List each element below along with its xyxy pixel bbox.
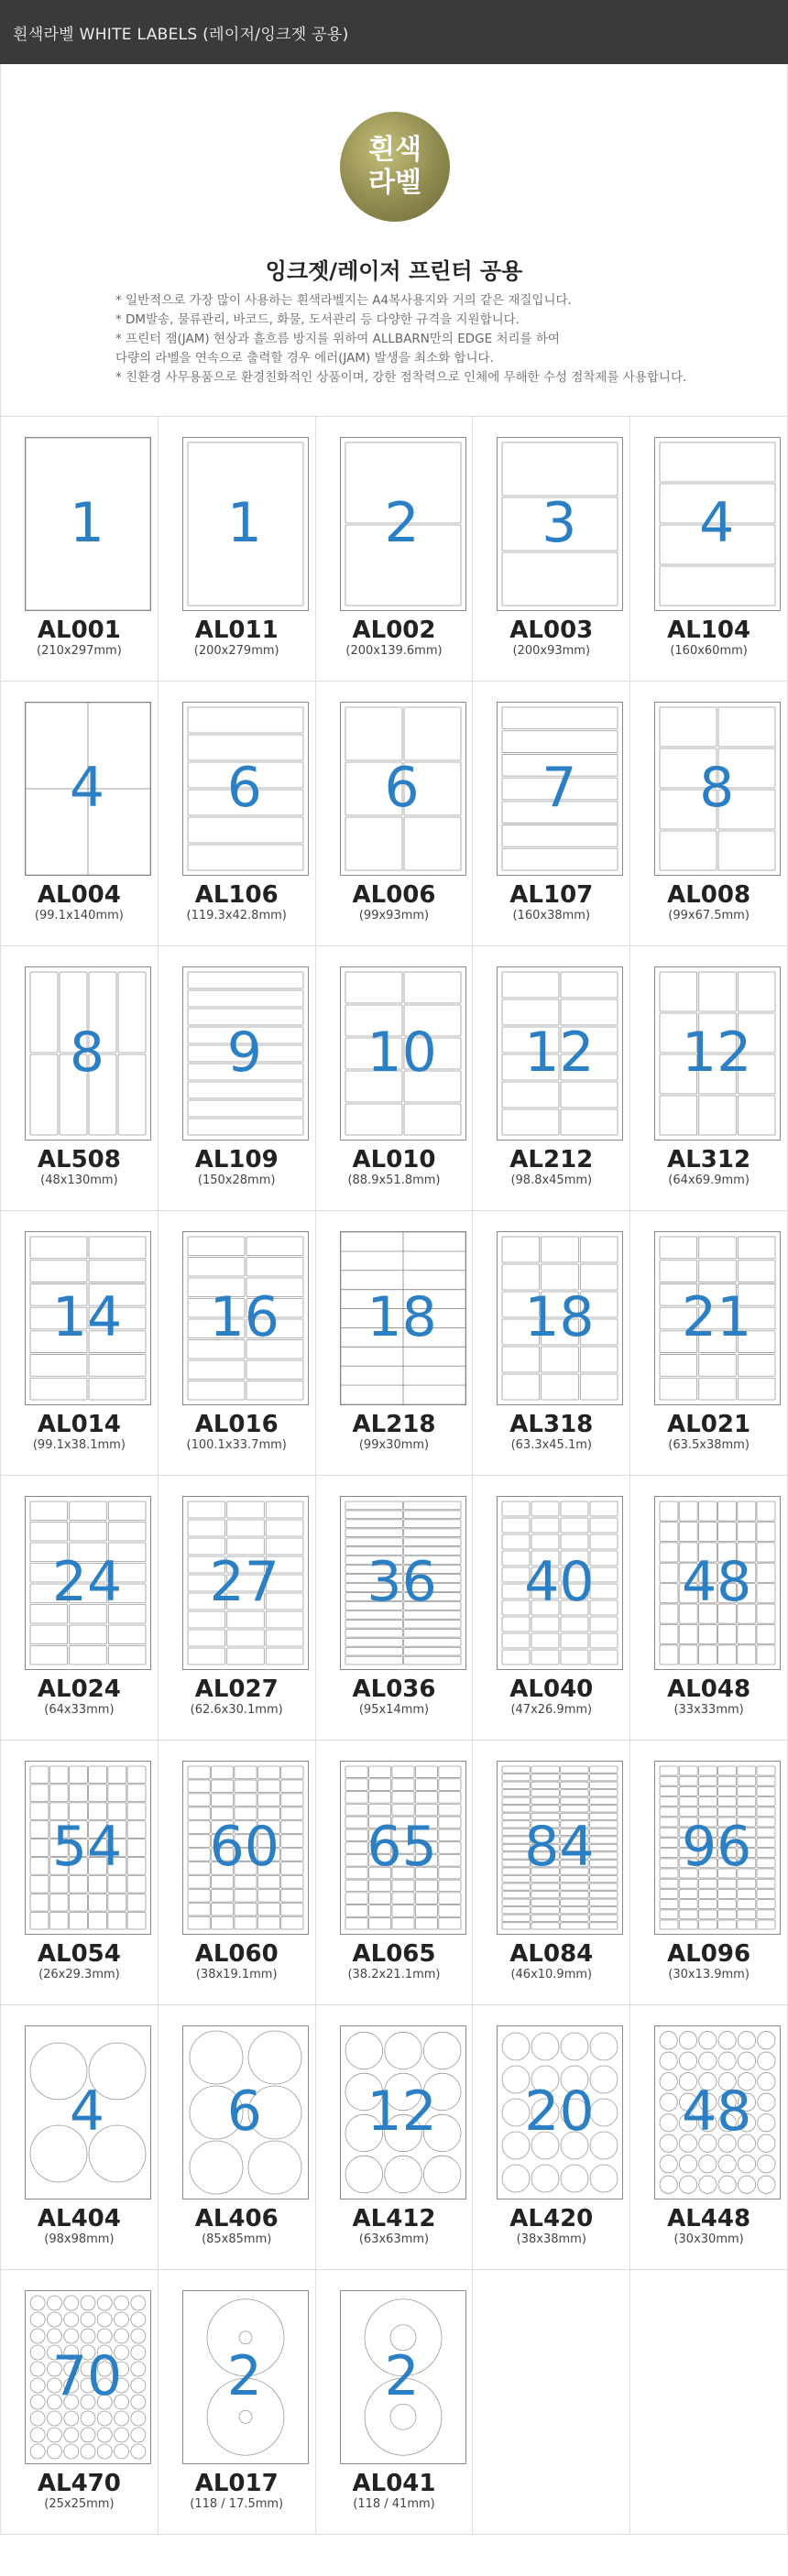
label-count-number: 70 — [51, 2344, 123, 2408]
label-count-number: 12 — [682, 1021, 752, 1085]
label-count-number: 54 — [51, 1815, 123, 1879]
label-size-spec: (95x14mm) — [358, 1703, 430, 1717]
label-product-card[interactable] — [630, 417, 788, 682]
label-count-number: 24 — [51, 1550, 123, 1614]
label-count-number: 4 — [699, 491, 735, 555]
label-product-code: AL041 — [352, 2470, 436, 2497]
label-count-number: 4 — [69, 756, 105, 820]
label-size-spec: (160x38mm) — [512, 909, 591, 922]
label-count-number: 21 — [682, 1285, 752, 1349]
label-count-number: 2 — [384, 491, 420, 555]
badge-line-1: 흰색 — [368, 134, 421, 166]
label-count-number: 18 — [524, 1285, 595, 1349]
label-count-number: 84 — [524, 1815, 595, 1879]
label-product-code: AL003 — [509, 617, 594, 644]
label-product-card[interactable] — [316, 946, 474, 1211]
label-product-code: AL024 — [37, 1675, 121, 1703]
label-product-card[interactable] — [316, 1476, 474, 1741]
label-product-code: AL040 — [509, 1675, 594, 1703]
label-count-number: 4 — [69, 2079, 105, 2144]
label-count-number: 3 — [542, 491, 577, 555]
note-item: * 친환경 사무용품으로 환경친화적인 상품이며, 강한 점착력으로 인체에 무해한 수성 점착제를 사용합니다. — [115, 370, 687, 385]
label-count-number: 18 — [367, 1285, 437, 1349]
empty-grid-cell — [473, 2270, 630, 2535]
label-product-card[interactable] — [159, 946, 316, 1211]
label-product-code: AL084 — [509, 1940, 594, 1968]
label-count-number: 27 — [209, 1550, 279, 1614]
label-product-card[interactable] — [316, 682, 474, 946]
label-product-code: AL001 — [37, 617, 121, 644]
label-product-code: AL312 — [667, 1146, 751, 1173]
label-product-code: AL412 — [352, 2205, 436, 2232]
label-size-spec: (99x93mm) — [358, 909, 430, 922]
label-size-spec: (33x33mm) — [673, 1703, 744, 1717]
white-label-badge — [340, 112, 450, 222]
label-product-card[interactable] — [316, 2005, 474, 2270]
label-product-card[interactable] — [1, 682, 159, 946]
label-product-code: AL027 — [194, 1675, 279, 1703]
label-product-card[interactable] — [473, 1211, 630, 1476]
intro-notes — [115, 291, 686, 387]
label-product-code: AL017 — [194, 2470, 279, 2497]
label-size-spec: (200x279mm) — [193, 644, 279, 658]
label-product-card[interactable] — [316, 1211, 474, 1476]
label-size-spec: (99x30mm) — [358, 1438, 430, 1452]
label-product-card[interactable] — [1, 2005, 159, 2270]
label-size-spec: (48x130mm) — [40, 1173, 118, 1187]
intro-subtitle: 잉크젯/레이저 프린터 공용 — [265, 258, 523, 284]
label-count-number: 10 — [367, 1021, 437, 1085]
note-item: * 프린터 잼(JAM) 현상과 흘흐름 방지를 위하여 ALLBARN만의 EDGE 처리를 하여 — [115, 332, 560, 346]
label-size-spec: (100.1x33.7mm) — [186, 1438, 287, 1452]
label-count-number: 2 — [384, 2344, 420, 2408]
label-product-card[interactable] — [473, 682, 630, 946]
intro-section — [0, 64, 788, 416]
label-product-code: AL010 — [352, 1146, 436, 1173]
label-count-number: 14 — [51, 1285, 123, 1349]
label-product-code: AL014 — [37, 1411, 121, 1438]
label-count-number: 6 — [226, 2079, 262, 2144]
label-product-code: AL021 — [667, 1411, 751, 1438]
label-product-code: AL002 — [352, 617, 436, 644]
label-product-code: AL218 — [352, 1411, 436, 1438]
label-product-code: AL016 — [194, 1411, 279, 1438]
label-size-spec: (38.2x21.1mm) — [347, 1968, 441, 1981]
label-size-spec: (30x13.9mm) — [668, 1968, 750, 1981]
label-product-code: AL448 — [667, 2205, 751, 2232]
label-product-card[interactable] — [1, 1211, 159, 1476]
label-size-spec: (200x93mm) — [512, 644, 591, 658]
label-size-spec: (26x29.3mm) — [38, 1968, 120, 1981]
empty-grid-cell — [630, 2270, 788, 2535]
label-product-code: AL404 — [37, 2205, 121, 2232]
label-size-spec: (98x98mm) — [44, 2232, 115, 2246]
label-size-spec: (119.3x42.8mm) — [186, 909, 287, 922]
label-count-number: 20 — [524, 2079, 595, 2144]
label-product-code: AL420 — [509, 2205, 594, 2232]
label-size-spec: (210x297mm) — [37, 644, 122, 658]
label-product-code: AL470 — [37, 2470, 121, 2497]
label-size-spec: (63x63mm) — [358, 2232, 430, 2246]
label-product-card[interactable] — [630, 1476, 788, 1741]
label-product-card[interactable] — [1, 2270, 159, 2535]
label-product-code: AL106 — [194, 881, 279, 909]
label-size-spec: (46x10.9mm) — [510, 1968, 593, 1981]
label-product-card[interactable] — [473, 417, 630, 682]
label-product-card[interactable] — [473, 1741, 630, 2005]
label-count-number: 65 — [367, 1815, 437, 1879]
label-size-spec: (64x33mm) — [44, 1703, 115, 1717]
label-count-number: 60 — [209, 1815, 279, 1879]
label-size-spec: (118 / 41mm) — [353, 2497, 435, 2511]
label-product-card[interactable] — [1, 1476, 159, 1741]
label-product-card[interactable] — [1, 417, 159, 682]
label-size-spec: (88.9x51.8mm) — [347, 1173, 441, 1187]
label-product-card[interactable] — [1, 1741, 159, 2005]
label-count-number: 36 — [367, 1550, 437, 1614]
label-product-code: AL107 — [509, 881, 594, 909]
label-product-card[interactable] — [159, 1211, 316, 1476]
label-size-spec: (150x28mm) — [197, 1173, 276, 1187]
label-count-number: 1 — [69, 491, 105, 555]
label-product-code: AL004 — [37, 881, 121, 909]
label-product-card[interactable] — [630, 682, 788, 946]
label-size-spec: (85x85mm) — [202, 2232, 272, 2246]
label-size-spec: (99x67.5mm) — [668, 909, 750, 922]
label-count-number: 96 — [682, 1815, 752, 1879]
label-product-code: AL406 — [194, 2205, 279, 2232]
label-product-card[interactable] — [630, 1741, 788, 2005]
label-count-number: 2 — [226, 2344, 262, 2408]
note-item: * DM발송, 물류관리, 바코드, 화물, 도서관리 등 다양한 규격을 지원합니다. — [115, 312, 520, 327]
page-header-bar — [0, 0, 788, 64]
label-product-card[interactable] — [159, 2005, 316, 2270]
label-product-card[interactable] — [159, 1741, 316, 2005]
label-count-number: 7 — [542, 756, 577, 820]
label-size-spec: (160x60mm) — [670, 644, 748, 658]
label-size-spec: (98.8x45mm) — [510, 1173, 593, 1187]
label-product-card[interactable] — [159, 417, 316, 682]
label-size-spec: (38x19.1mm) — [195, 1968, 278, 1981]
label-product-card[interactable] — [316, 1741, 474, 2005]
label-count-number: 9 — [226, 1021, 262, 1085]
label-count-number: 40 — [524, 1550, 595, 1614]
label-product-code: AL008 — [667, 881, 751, 909]
label-size-spec: (118 / 17.5mm) — [190, 2497, 284, 2511]
label-count-number: 12 — [367, 2079, 437, 2144]
label-product-card[interactable] — [473, 2005, 630, 2270]
note-item: * 일반적으로 가장 많이 사용하는 흰색라벨지는 A4복사용지와 거의 같은 재질입니다. — [115, 293, 572, 308]
label-product-code: AL104 — [667, 617, 751, 644]
label-size-spec: (63.3x45.1m) — [510, 1438, 592, 1452]
label-count-number: 1 — [226, 491, 262, 555]
label-product-code: AL109 — [194, 1146, 279, 1173]
label-product-card[interactable] — [630, 1211, 788, 1476]
label-size-spec: (47x26.9mm) — [510, 1703, 593, 1717]
label-product-card[interactable] — [1, 946, 159, 1211]
label-product-code: AL065 — [352, 1940, 436, 1968]
label-product-card[interactable] — [316, 2270, 474, 2535]
label-product-code: AL048 — [667, 1675, 751, 1703]
label-product-card[interactable] — [316, 417, 474, 682]
label-size-spec: (200x139.6mm) — [345, 644, 443, 658]
label-count-number: 8 — [69, 1021, 105, 1085]
label-size-spec: (99.1x38.1mm) — [32, 1438, 126, 1452]
label-size-spec: (63.5x38mm) — [668, 1438, 750, 1452]
label-size-spec: (99.1x140mm) — [34, 909, 124, 922]
page-header-title: 흰색라벨 WHITE LABELS (레이저/잉크젯 공용) — [13, 25, 349, 44]
note-item: 다량의 라벨을 연속으로 출력할 경우 에러(JAM) 발생을 최소화 합니다. — [115, 351, 494, 366]
label-size-spec: (64x69.9mm) — [668, 1173, 750, 1187]
badge-line-2: 라벨 — [368, 167, 421, 199]
label-product-code: AL212 — [509, 1146, 594, 1173]
label-product-code: AL060 — [194, 1940, 279, 1968]
label-product-card[interactable] — [159, 2270, 316, 2535]
label-count-number: 8 — [699, 756, 735, 820]
label-count-number: 16 — [209, 1285, 279, 1349]
label-product-code: AL036 — [352, 1675, 436, 1703]
label-product-code: AL011 — [194, 617, 279, 644]
label-product-card[interactable] — [630, 2005, 788, 2270]
label-size-spec: (25x25mm) — [44, 2497, 115, 2511]
label-size-spec: (38x38mm) — [516, 2232, 586, 2246]
label-product-code: AL508 — [37, 1146, 121, 1173]
label-size-spec: (62.6x30.1mm) — [190, 1703, 283, 1717]
label-product-code: AL318 — [509, 1411, 594, 1438]
label-count-number: 6 — [226, 756, 262, 820]
label-count-number: 48 — [682, 1550, 752, 1614]
label-product-code: AL006 — [352, 881, 436, 909]
label-count-number: 6 — [384, 756, 420, 820]
label-product-card[interactable] — [159, 1476, 316, 1741]
label-product-card[interactable] — [630, 946, 788, 1211]
label-size-spec: (30x30mm) — [673, 2232, 744, 2246]
label-count-number: 48 — [682, 2079, 752, 2144]
label-product-code: AL054 — [37, 1940, 121, 1968]
label-product-grid — [0, 416, 788, 2535]
label-product-card[interactable] — [159, 682, 316, 946]
label-product-card[interactable] — [473, 1476, 630, 1741]
label-product-card[interactable] — [473, 946, 630, 1211]
label-product-code: AL096 — [667, 1940, 751, 1968]
label-count-number: 12 — [524, 1021, 595, 1085]
